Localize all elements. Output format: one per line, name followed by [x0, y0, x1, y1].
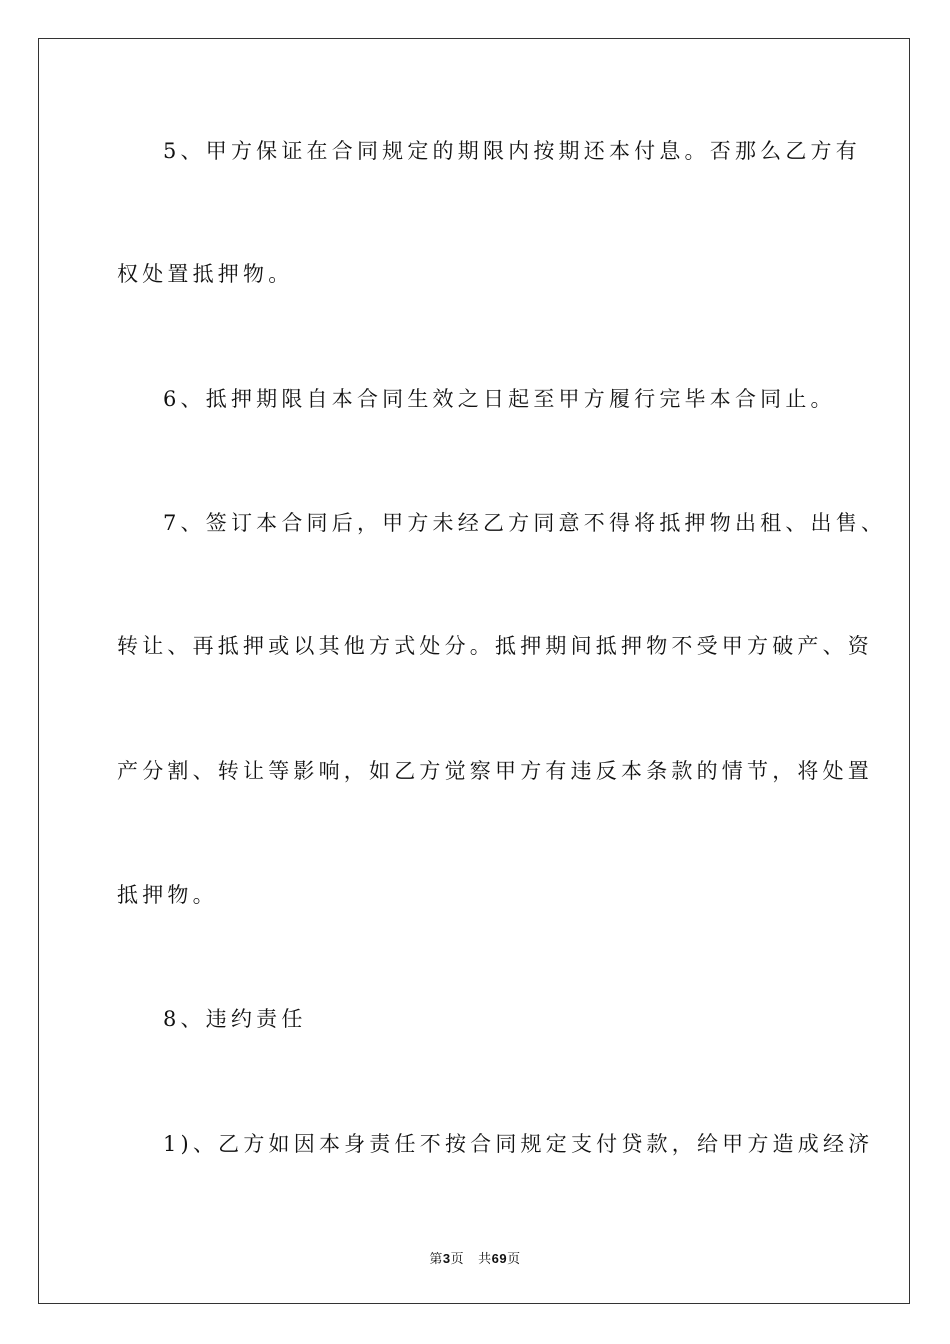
footer-total-prefix: 共 [478, 1252, 492, 1267]
paragraph-8-heading: 8、违约责任 [163, 1007, 307, 1031]
paragraph-7-line-3: 产分割、转让等影响，如乙方觉察甲方有违反本条款的情节，将处置 [117, 759, 873, 783]
paragraph-5-line-2: 权处置抵押物。 [117, 262, 294, 286]
paragraph-7-line-1: 7、签订本合同后，甲方未经乙方同意不得将抵押物出租、出售、 [163, 511, 887, 535]
page-footer [0, 1248, 950, 1267]
footer-page-suffix: 页 [450, 1252, 465, 1267]
footer-total-pages: 69 [491, 1251, 508, 1266]
paragraph-7-line-2: 转让、再抵押或以其他方式处分。抵押期间抵押物不受甲方破产、资 [117, 634, 873, 658]
footer-current-page: 3 [442, 1251, 451, 1266]
paragraph-7-line-4: 抵押物。 [117, 883, 218, 907]
footer-total-suffix: 页 [507, 1252, 521, 1267]
page-border [38, 38, 910, 1304]
paragraph-6-line-1: 6、抵押期限自本合同生效之日起至甲方履行完毕本合同止。 [163, 387, 836, 411]
paragraph-5-line-1: 5、甲方保证在合同规定的期限内按期还本付息。否那么乙方有 [163, 139, 861, 163]
footer-page-prefix: 第 [429, 1252, 443, 1267]
paragraph-8-1-line-1: 1)、乙方如因本身责任不按合同规定支付贷款，给甲方造成经济 [163, 1132, 874, 1156]
